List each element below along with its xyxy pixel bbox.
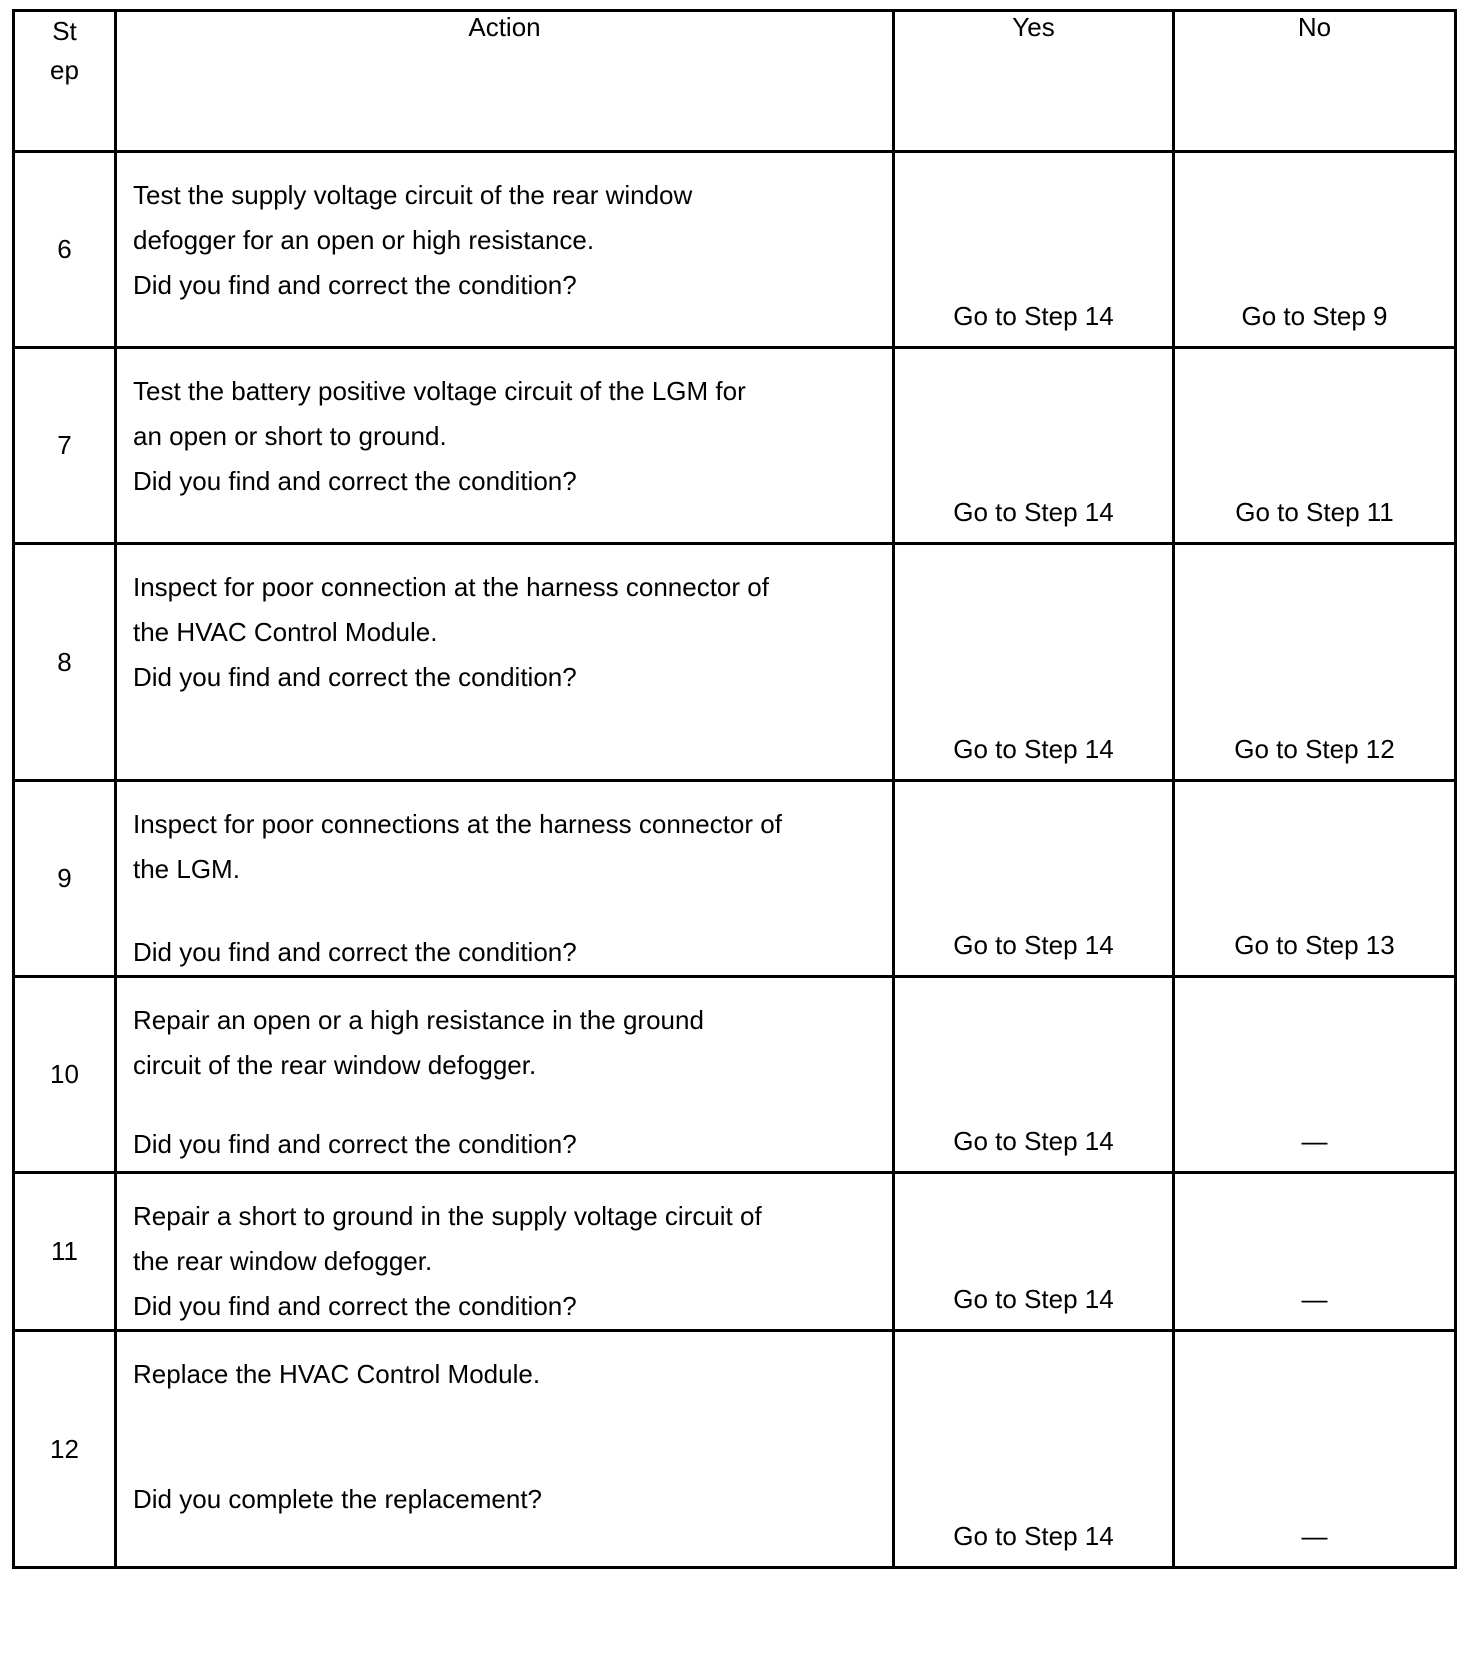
- header-row: [14, 11, 1456, 152]
- step-number: 6: [14, 152, 116, 348]
- no-result: —: [1174, 1331, 1456, 1568]
- no-result: Go to Step 12: [1174, 544, 1456, 781]
- action-cell: [116, 1331, 894, 1568]
- action-line: an open or short to ground.: [133, 421, 447, 451]
- action-line: the HVAC Control Module.: [133, 617, 438, 647]
- action-text: [117, 1174, 892, 1329]
- yes-result: Go to Step 14: [894, 348, 1174, 544]
- action-line: Replace the HVAC Control Module.: [133, 1359, 541, 1389]
- table-row: [14, 977, 1456, 1173]
- table-body: [14, 152, 1456, 1568]
- action-line: the rear window defogger.: [133, 1246, 433, 1276]
- action-line: Test the battery positive voltage circuit of the LGM for: [133, 376, 746, 406]
- step-number: 9: [14, 781, 116, 977]
- table-row: [14, 544, 1456, 781]
- table-header: [14, 11, 1456, 152]
- action-cell: [116, 1173, 894, 1331]
- no-result: Go to Step 9: [1174, 152, 1456, 348]
- action-question: Did you find and correct the condition?: [133, 1129, 577, 1159]
- table-row: [14, 1331, 1456, 1568]
- action-cell: [116, 781, 894, 977]
- action-text: [117, 1332, 892, 1522]
- action-line: Repair an open or a high resistance in the ground: [133, 1005, 704, 1035]
- no-result: Go to Step 13: [1174, 781, 1456, 977]
- action-question: Did you find and correct the condition?: [133, 270, 577, 300]
- table-row: [14, 152, 1456, 348]
- yes-result: Go to Step 14: [894, 1331, 1174, 1568]
- action-column-header: Action: [116, 11, 894, 152]
- action-question: Did you find and correct the condition?: [133, 466, 577, 496]
- step-number: 12: [14, 1331, 116, 1568]
- action-line: the LGM.: [133, 854, 240, 884]
- yes-result: Go to Step 14: [894, 1173, 1174, 1331]
- step-column-header: [14, 11, 116, 152]
- no-result: Go to Step 11: [1174, 348, 1456, 544]
- action-text: [117, 545, 892, 700]
- step-header-line2: ep: [50, 55, 79, 85]
- action-question: Did you find and correct the condition?: [133, 937, 577, 967]
- action-line: Inspect for poor connections at the harness connector of: [133, 809, 782, 839]
- action-cell: [116, 348, 894, 544]
- action-line: Repair a short to ground in the supply voltage circuit of: [133, 1201, 762, 1231]
- step-header-line1: St: [52, 16, 77, 46]
- no-result: —: [1174, 1173, 1456, 1331]
- no-column-header: No: [1174, 11, 1456, 152]
- action-text: [117, 978, 892, 1167]
- yes-result: Go to Step 14: [894, 781, 1174, 977]
- table-row: [14, 781, 1456, 977]
- action-cell: [116, 544, 894, 781]
- step-number: 11: [14, 1173, 116, 1331]
- yes-column-header: Yes: [894, 11, 1174, 152]
- yes-result: Go to Step 14: [894, 152, 1174, 348]
- table-row: [14, 1173, 1456, 1331]
- action-question: Did you complete the replacement?: [133, 1484, 543, 1514]
- step-number: 10: [14, 977, 116, 1173]
- action-text: [117, 153, 892, 308]
- no-result: —: [1174, 977, 1456, 1173]
- action-line: Inspect for poor connection at the harness connector of: [133, 572, 769, 602]
- action-text: [117, 782, 892, 975]
- action-text: [117, 349, 892, 504]
- action-line: Test the supply voltage circuit of the rear window: [133, 180, 693, 210]
- step-number: 7: [14, 348, 116, 544]
- action-cell: [116, 152, 894, 348]
- step-number: 8: [14, 544, 116, 781]
- yes-result: Go to Step 14: [894, 544, 1174, 781]
- action-cell: [116, 977, 894, 1173]
- yes-result: Go to Step 14: [894, 977, 1174, 1173]
- action-question: Did you find and correct the condition?: [133, 1291, 577, 1321]
- action-line: circuit of the rear window defogger.: [133, 1050, 537, 1080]
- diagnostic-table: [12, 9, 1457, 1569]
- action-question: Did you find and correct the condition?: [133, 662, 577, 692]
- table-row: [14, 348, 1456, 544]
- action-line: defogger for an open or high resistance.: [133, 225, 595, 255]
